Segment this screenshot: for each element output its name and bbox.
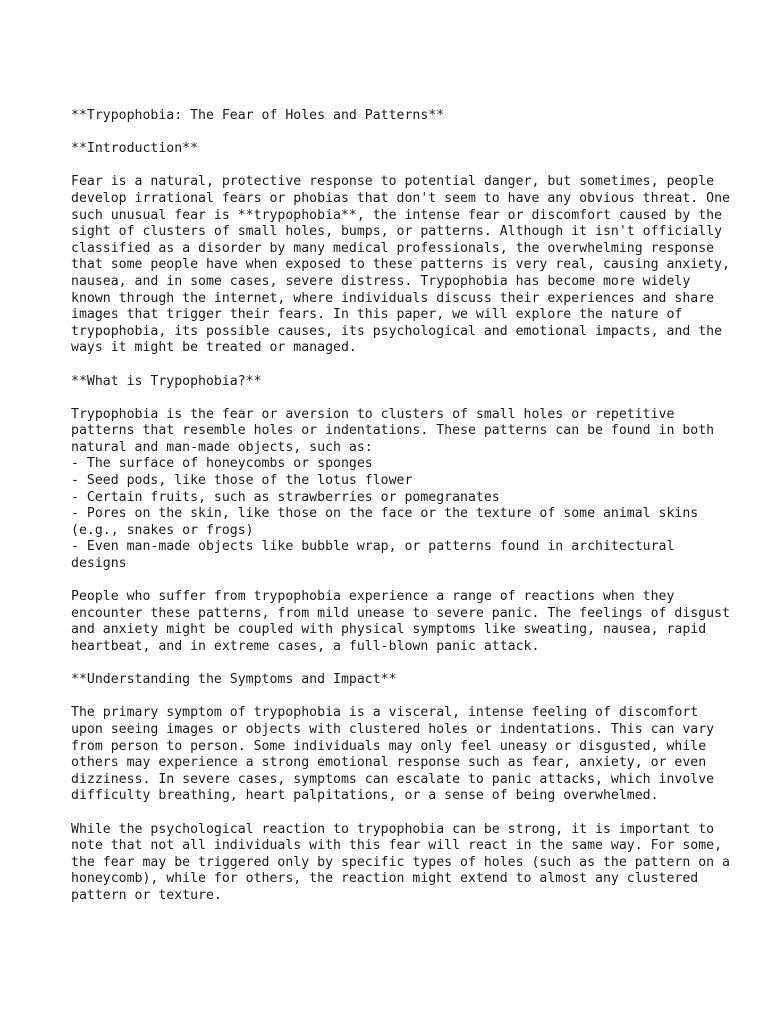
- text-line: ways it might be treated or managed.: [71, 340, 357, 356]
- text-line: - Seed pods, like those of the lotus flower: [71, 473, 413, 489]
- text-line: the fear may be triggered only by specific types of holes (such as the pattern on a: [71, 854, 730, 870]
- document-body: [71, 108, 730, 921]
- text-line: classified as a disorder by many medical professionals, the overwhelming response: [71, 240, 715, 256]
- text-line: encounter these patterns, from mild unease to severe panic. The feelings of disgust: [71, 605, 730, 621]
- text-line: honeycomb), while for others, the reaction might extend to almost any clustered: [71, 871, 699, 887]
- paragraph: [71, 174, 730, 357]
- spacer: [71, 158, 711, 175]
- text-line: others may experience a strong emotional response such as fear, anxiety, or even: [71, 755, 707, 771]
- text-line: from person to person. Some individuals may only feel uneasy or disgusted, while: [71, 738, 707, 754]
- section-heading: **Understanding the Symptoms and Impact**: [71, 672, 397, 688]
- text-line: pattern or texture.: [71, 887, 222, 903]
- text-line: such unusual fear is **trypophobia**, the intense fear or discomfort caused by the: [71, 207, 723, 223]
- section: [71, 373, 730, 673]
- section: [71, 141, 730, 373]
- paragraph: [71, 705, 715, 805]
- text-line: Trypophobia is the fear or aversion to clusters of small holes or repetitive: [71, 406, 675, 422]
- text-line: images that trigger their fears. In this paper, we will explore the nature of: [71, 307, 683, 323]
- paragraph: [71, 406, 715, 573]
- text-line: heartbeat, and in extreme cases, a full-blown panic attack.: [71, 639, 540, 654]
- text-line: difficulty breathing, heart palpitations, or a sense of being overwhelmed.: [71, 788, 659, 804]
- spacer: [71, 805, 711, 822]
- spacer: [71, 357, 711, 374]
- text-line: - Pores on the skin, like those on the face or the texture of some animal skins: [71, 506, 699, 522]
- paragraph: [71, 589, 730, 655]
- text-line: that some people have when exposed to these patterns is very real, causing anxiety,: [71, 257, 730, 273]
- document-sections: [71, 141, 730, 921]
- text-line: develop irrational fears or phobias that don't seem to have any obvious threat. One: [71, 190, 730, 206]
- section: [71, 672, 730, 921]
- text-line: People who suffer from trypophobia experience a range of reactions when they: [71, 589, 675, 605]
- spacer: [71, 573, 711, 590]
- paragraph: [71, 821, 730, 905]
- text-line: - The surface of honeycombs or sponges: [71, 456, 373, 472]
- text-line: upon seeing images or objects with clustered holes or indentations. This can vary: [71, 721, 715, 737]
- spacer: [71, 390, 711, 407]
- spacer: [71, 656, 711, 673]
- text-line: - Certain fruits, such as strawberries or pomegranates: [71, 489, 500, 505]
- text-line: and anxiety might be coupled with physical symptoms like sweating, nausea, rapid: [71, 622, 707, 638]
- text-line: dizziness. In severe cases, symptoms can escalate to panic attacks, which involve: [71, 771, 715, 787]
- text-line: sight of clusters of small holes, bumps, or patterns. Although it isn't officially: [71, 224, 723, 240]
- text-line: trypophobia, its possible causes, its psychological and emotional impacts, and the: [71, 323, 723, 339]
- text-line: While the psychological reaction to trypophobia can be strong, it is important to: [71, 821, 715, 837]
- text-line: natural and man-made objects, such as:: [71, 439, 373, 455]
- spacer: [71, 125, 711, 142]
- section-heading: **Introduction**: [71, 141, 199, 157]
- text-line: nausea, and in some cases, severe distress. Trypophobia has become more widely: [71, 273, 691, 289]
- text-line: Fear is a natural, protective response to potential danger, but sometimes, people: [71, 174, 715, 190]
- section-heading: **What is Trypophobia?**: [71, 373, 262, 389]
- text-line: (e.g., snakes or frogs): [71, 522, 254, 538]
- text-line: The primary symptom of trypophobia is a visceral, intense feeling of discomfort: [71, 705, 699, 721]
- text-line: known through the internet, where individuals discuss their experiences and share: [71, 290, 715, 306]
- text-line: note that not all individuals with this fear will react in the same way. For some,: [71, 838, 723, 854]
- text-line: designs: [71, 556, 127, 572]
- text-line: - Even man-made objects like bubble wrap, or patterns found in architectural: [71, 539, 675, 555]
- document-title: **Trypophobia: The Fear of Holes and Patterns**: [71, 108, 445, 123]
- text-line: patterns that resemble holes or indentations. These patterns can be found in both: [71, 423, 715, 439]
- spacer: [71, 905, 711, 922]
- spacer: [71, 689, 711, 706]
